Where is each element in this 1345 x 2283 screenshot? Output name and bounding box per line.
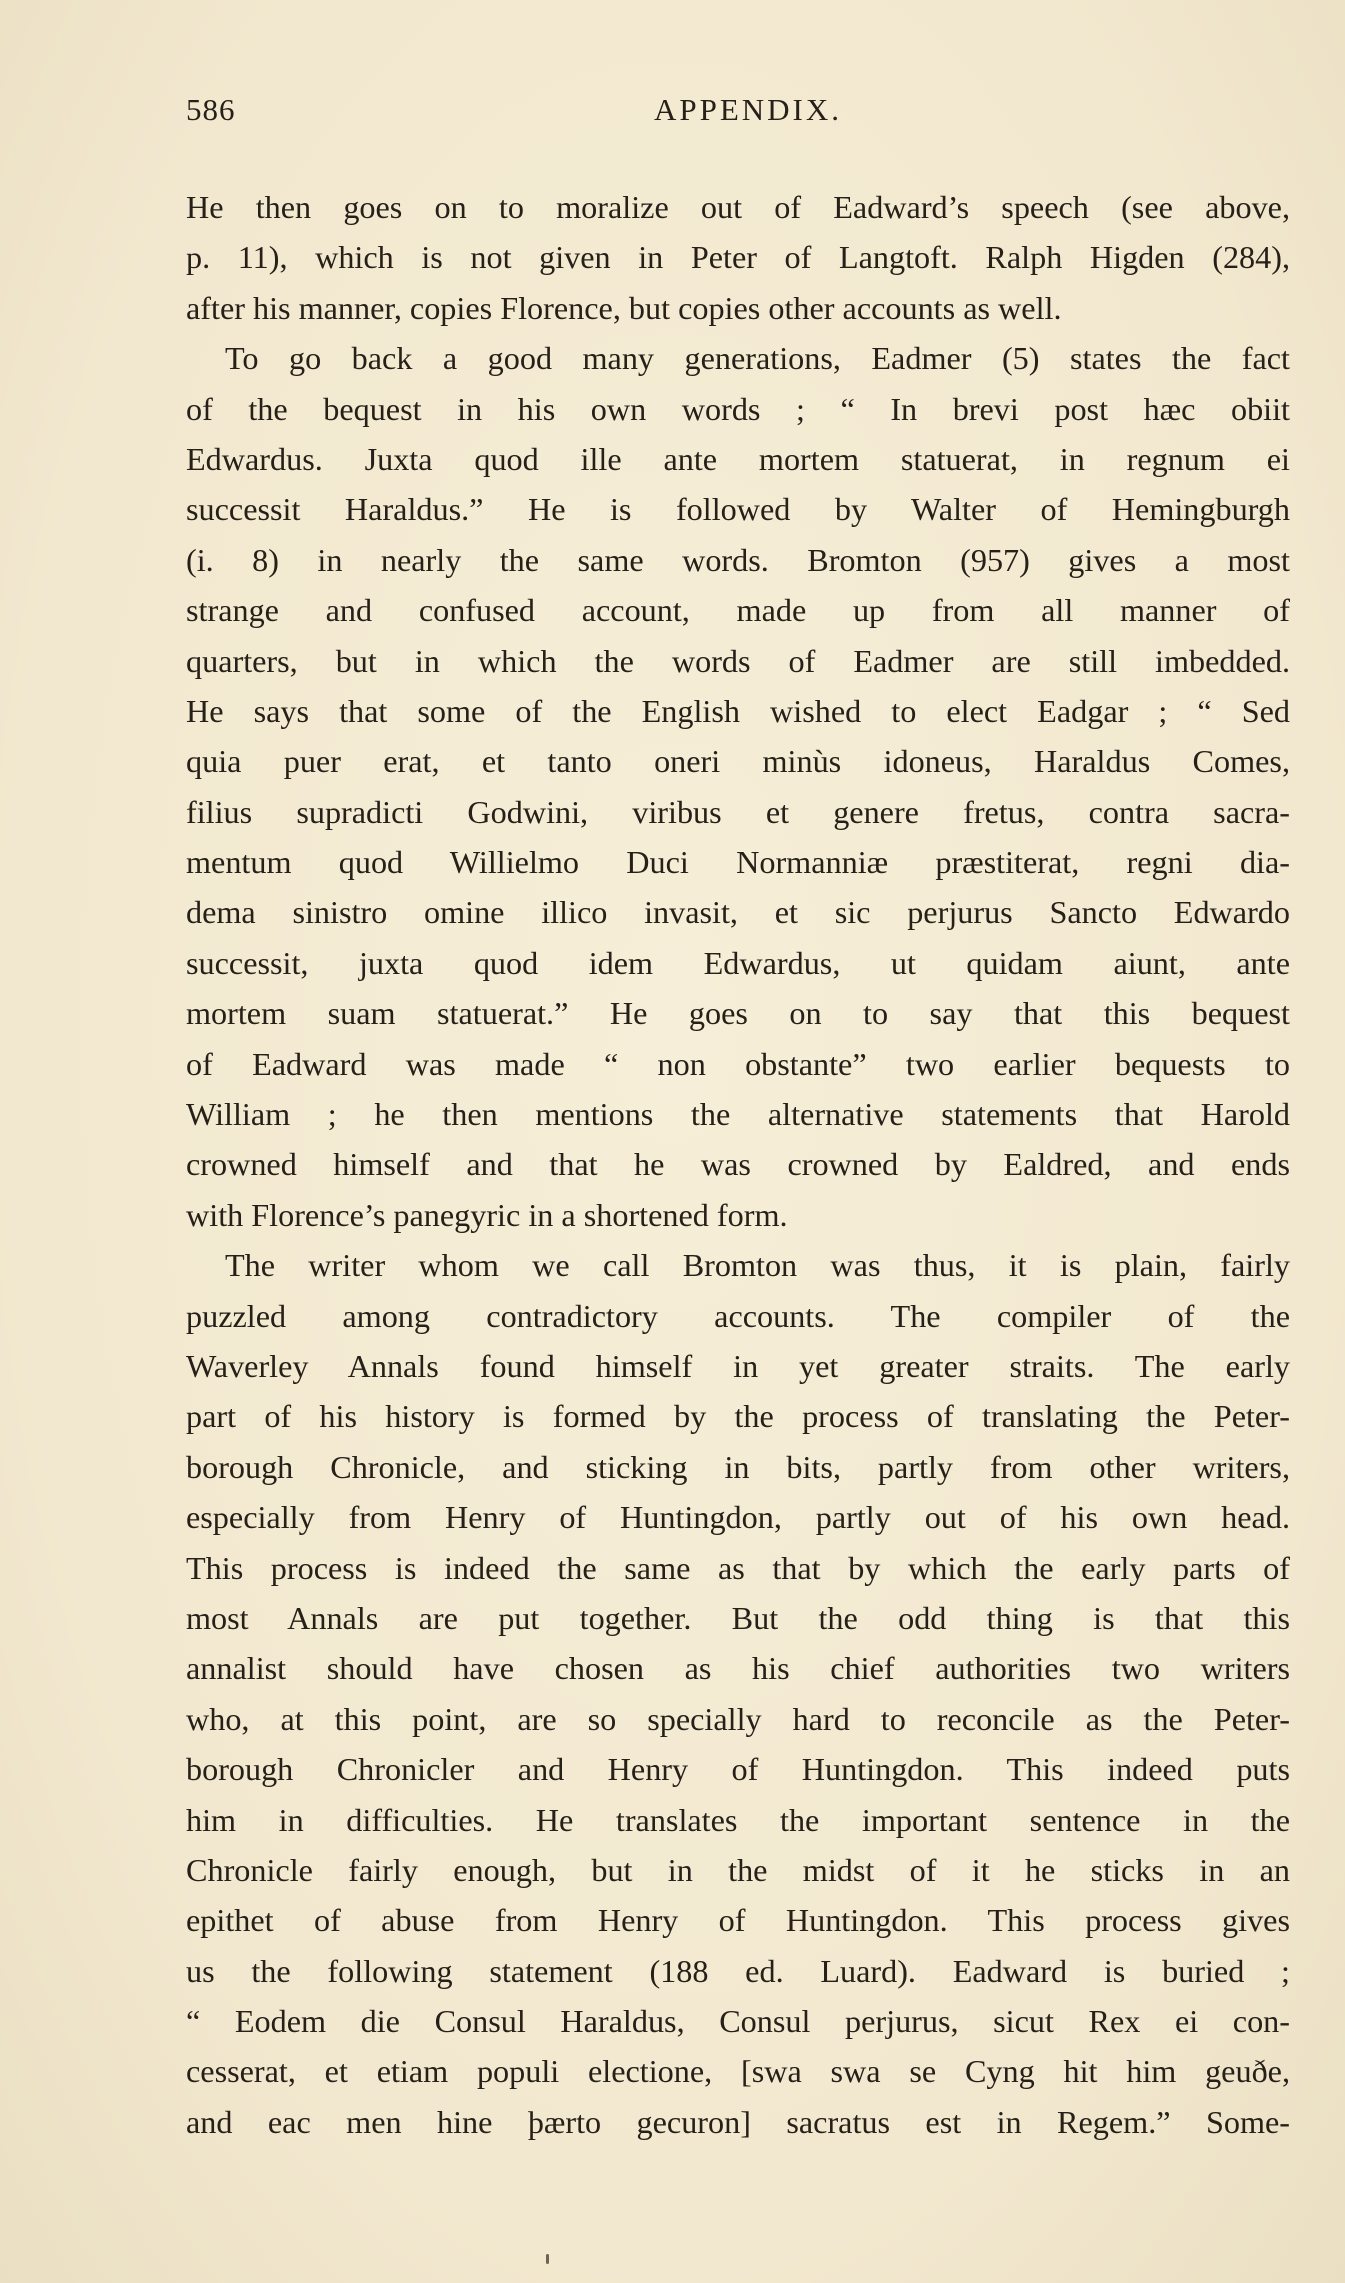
text-line: quia puer erat, et tanto oneri minùs idoneus, Haraldus Comes, xyxy=(186,743,1290,780)
text-line: with Florence’s panegyric in a shortened form. xyxy=(186,1196,788,1233)
text-line: mortem suam statuerat.” He goes on to say that this bequest xyxy=(186,995,1290,1032)
text-line: p. 11), which is not given in Peter of Langtoft. Ralph Higden (284), xyxy=(186,239,1290,276)
running-head xyxy=(186,92,1310,142)
text-line: annalist should have chosen as his chief authorities two writers xyxy=(186,1650,1290,1687)
text-line: borough Chronicle, and sticking in bits, partly from other writers, xyxy=(186,1448,1290,1485)
page-number: 586 xyxy=(186,92,236,127)
ink-speck xyxy=(546,2254,549,2264)
text-line: successit Haraldus.” He is followed by Walter of Hemingburgh xyxy=(186,491,1290,528)
text-line: successit, juxta quod idem Edwardus, ut quidam aiunt, ante xyxy=(186,944,1290,981)
text-line: who, at this point, are so specially hard to reconcile as the Peter- xyxy=(186,1700,1290,1737)
text-line: part of his history is formed by the process of translating the Peter- xyxy=(186,1398,1290,1435)
text-line: of Eadward was made “ non obstante” two earlier bequests to xyxy=(186,1045,1290,1082)
text-line: He then goes on to moralize out of Eadward’s speech (see above, xyxy=(186,189,1290,225)
text-line: borough Chronicler and Henry of Huntingdon. This indeed puts xyxy=(186,1751,1290,1788)
text-line: filius supradicti Godwini, viribus et genere fretus, contra sacra- xyxy=(186,793,1290,830)
text-line: Edwardus. Juxta quod ille ante mortem statuerat, in regnum ei xyxy=(186,440,1290,477)
text-line: epithet of abuse from Henry of Huntingdon. This process gives xyxy=(186,1902,1290,1939)
text-line: Waverley Annals found himself in yet greater straits. The early xyxy=(186,1347,1290,1384)
text-line: The writer whom we call Bromton was thus, it is plain, fairly xyxy=(225,1247,1290,1284)
text-line: William ; he then mentions the alternative statements that Harold xyxy=(186,1096,1290,1133)
text-line: mentum quod Willielmo Duci Normanniæ præstiterat, regni dia- xyxy=(186,844,1290,881)
text-line: and eac men hine þærto gecuron] sacratus est in Regem.” Some- xyxy=(186,2103,1290,2140)
text-line: Chronicle fairly enough, but in the midst of it he sticks in an xyxy=(186,1851,1290,1888)
text-line: most Annals are put together. But the odd thing is that this xyxy=(186,1599,1290,1636)
text-line: dema sinistro omine illico invasit, et sic perjurus Sancto Edwardo xyxy=(186,894,1290,931)
text-line: (i. 8) in nearly the same words. Bromton (957) gives a most xyxy=(186,541,1290,578)
text-line: quarters, but in which the words of Eadmer are still imbedded. xyxy=(186,642,1290,679)
text-line: This process is indeed the same as that by which the early parts of xyxy=(186,1549,1290,1586)
text-line: strange and confused account, made up from all manner of xyxy=(186,592,1290,629)
text-line: of the bequest in his own words ; “ In brevi post hæc obiit xyxy=(186,390,1290,427)
text-line: him in difficulties. He translates the important sentence in the xyxy=(186,1801,1290,1838)
text-line: cesserat, et etiam populi electione, [swa swa se Cyng hit him geuðe, xyxy=(186,2053,1290,2090)
text-line: “ Eodem die Consul Haraldus, Consul perjurus, sicut Rex ei con- xyxy=(186,2003,1290,2040)
body-text xyxy=(186,182,1290,2147)
text-line: To go back a good many generations, Eadmer (5) states the fact xyxy=(225,340,1290,377)
text-line: puzzled among contradictory accounts. The compiler of the xyxy=(186,1297,1290,1334)
text-line: after his manner, copies Florence, but copies other accounts as well. xyxy=(186,289,1062,326)
text-line: us the following statement (188 ed. Luard). Eadward is buried ; xyxy=(186,1952,1290,1989)
running-title: APPENDIX. xyxy=(653,92,843,127)
text-line: crowned himself and that he was crowned by Ealdred, and ends xyxy=(186,1146,1290,1183)
text-line: He says that some of the English wished to elect Eadgar ; “ Sed xyxy=(186,692,1290,729)
text-line: especially from Henry of Huntingdon, partly out of his own head. xyxy=(186,1499,1290,1536)
